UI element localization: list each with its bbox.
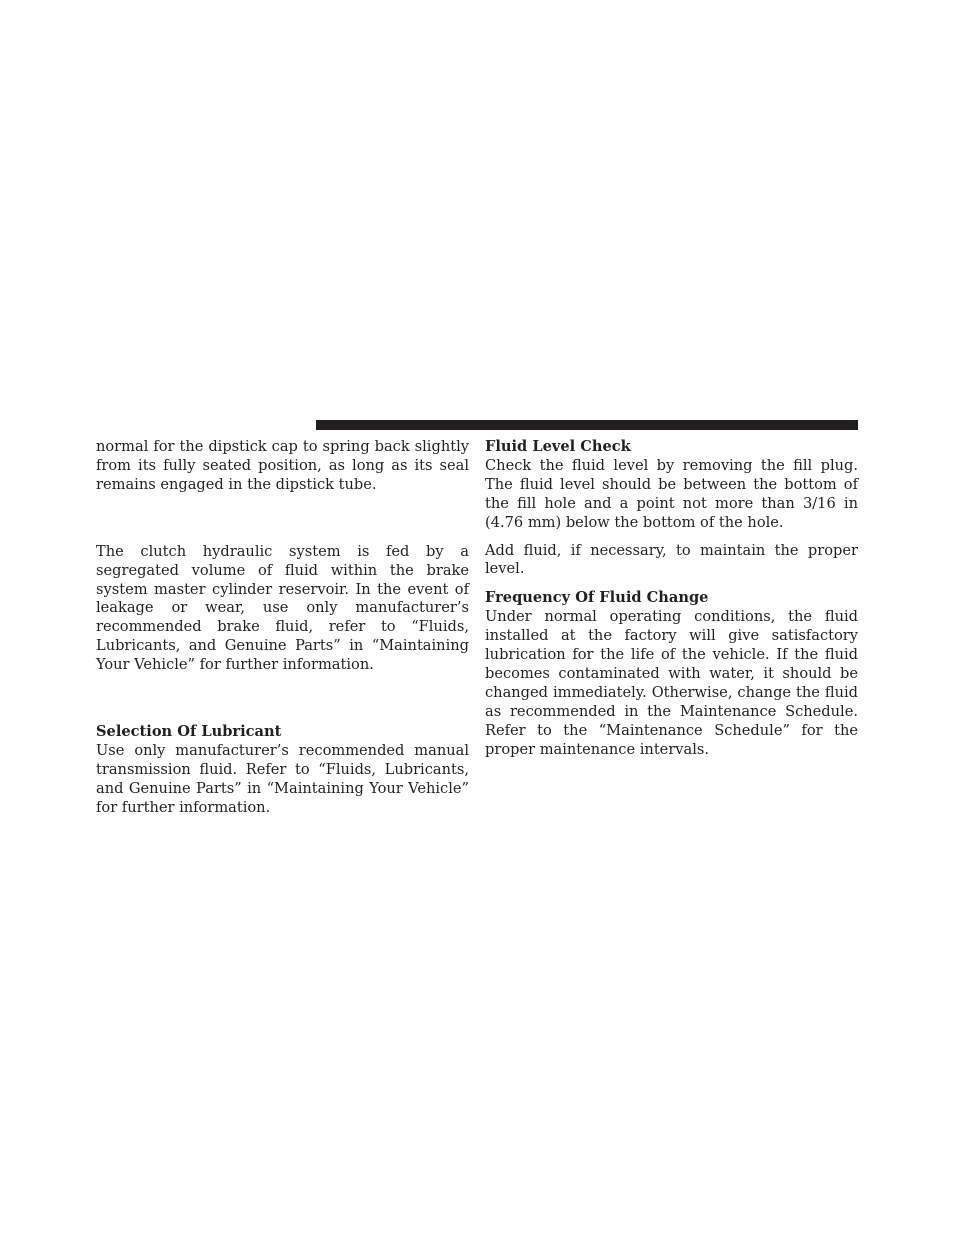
fluid-level-check-heading: Fluid Level Check xyxy=(485,438,631,455)
add-fluid-paragraph: Add fluid, if necessary, to maintain the proper level. xyxy=(485,541,858,578)
frequency-of-fluid-change-heading: Frequency Of Fluid Change xyxy=(485,589,709,607)
header-rule-bar xyxy=(316,420,858,430)
lubricant-paragraph: Use only manufacturer’s recommended manual transmission fluid. Refer to “Fluids, Lubricants, and Genuine Parts” in “Maintaining Your Vehicle” for further information. xyxy=(96,741,469,816)
clutch-hydraulic-paragraph: The clutch hydraulic system is fed by a segregated volume of fluid within the brake system master cylinder reservoir. In the event of leakage or wear, use only manufacturer’s recommended brake fluid, refer to “Fluids, Lubricants, and Genuine Parts” in “Maintaining Your Vehicle” for further information. xyxy=(96,542,469,674)
fluid-level-paragraph: Check the fluid level by removing the fill plug. The fluid level should be between the bottom of the fill hole and a point not more than 3/16 in (4.76 mm) below the bottom of the hole. xyxy=(485,456,858,531)
dipstick-paragraph: normal for the dipstick cap to spring back slightly from its fully seated position, as long as its seal remains engaged in the dipstick tube. xyxy=(96,438,469,493)
left-text-column xyxy=(96,438,469,818)
frequency-paragraph: Under normal operating conditions, the fluid installed at the factory will give satisfactory lubrication for the life of the vehicle. If the fluid becomes contaminated with water, it should be changed immediately. Otherwise, change the fluid as recommended in the Maintenance Schedule. Refer to the “Maintenance Schedule” for the proper maintenance intervals. xyxy=(485,608,858,758)
selection-of-lubricant-heading: Selection Of Lubricant xyxy=(96,723,282,741)
right-text-column xyxy=(485,438,858,760)
